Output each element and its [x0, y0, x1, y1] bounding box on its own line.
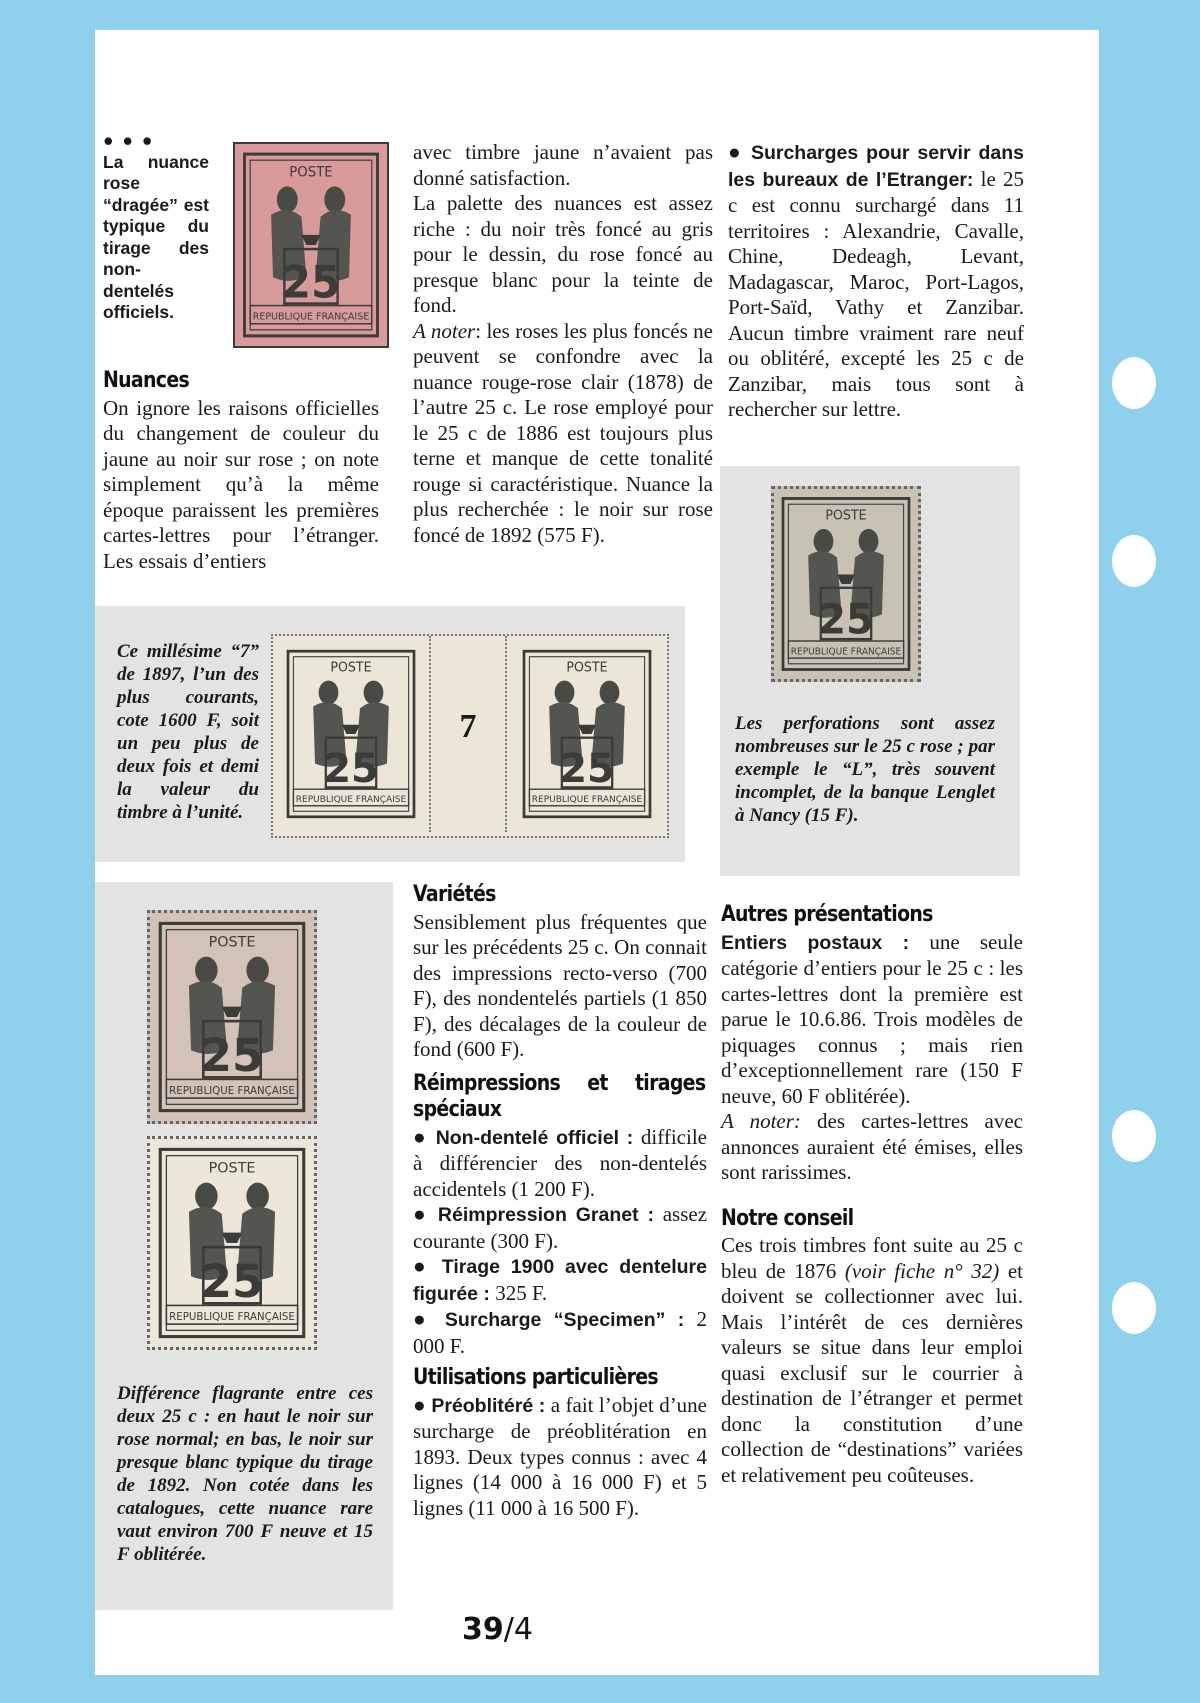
bullet-icon: ● [413, 1307, 445, 1331]
page-number: 39/4 [462, 1612, 533, 1647]
intro-caption-text: La nuance rose “dragée” est typique du tirage des non-dentelés officiels. [103, 151, 209, 322]
perforations-caption: Les perforations sont assez nombreuses sur le 25 c rose ; par exemple le “L”, très souvent incomplet, de la banque Lenglet à Nancy (15 F). [735, 713, 995, 826]
reimpression-item-3: ● Tirage 1900 avec dentelure figurée : 325 F. [413, 1254, 707, 1305]
autres-text: Entiers postaux : une seule catégorie d’entiers pour le 25 c : les cartes-lettres dont la première est parue le 10.6.86. Trois modèles de piquages connus ; mais rien d’exceptionnellement rare (150 F neuve, 60 F oblitérée). [721, 929, 1023, 1108]
millesime-pair [271, 634, 669, 838]
heading-autres: Autres présentations [721, 902, 933, 927]
stamp-value: 25 [200, 1254, 264, 1309]
conseil-text: Ces trois timbres font suite au 25 c bleu de 1876 (voir fiche n° 32) et doivent se collectionner avec lui. Mais l’intérêt de ces dernières valeurs se situe dans leur emploi quasi exclusif sur le courrier à destination de l’étranger et permet donc la constitution d’une collection de “destinations” variées et relativement peu coûteuses. [721, 1233, 1024, 1487]
stamp-country: REPUBLIQUE FRANÇAISE [169, 1084, 295, 1097]
binder-hole [1112, 1282, 1156, 1334]
stamp-poste-label: POSTE [208, 1160, 256, 1177]
reimpression-item-2: ● Réimpression Granet : assez courante (300 F). [413, 1202, 708, 1253]
utilisations-text: ● Préoblitéré : a fait l’objet d’une surcharge de préoblitération en 1893. Deux types connus : avec 4 lignes (14 000 à 16 000 F) et 5 lignes (11 000 à 16 500 F). [413, 1392, 708, 1520]
intro-caption [103, 130, 209, 324]
stamp-value: 25 [281, 257, 341, 309]
stamp-value: 25 [818, 594, 874, 644]
stamp-value: 25 [323, 745, 379, 792]
binder-hole [1112, 535, 1156, 587]
column-autres [721, 902, 1023, 1488]
stamp-poste-label: POSTE [289, 163, 333, 181]
stamp-value: 25 [559, 745, 615, 792]
surcharges-text: ● Surcharges pour servir dans les bureaux de l’Etranger: le 25 c est connu surchargé dans 11 territoires : Alexandrie, Cavalle, Chine, Dedeagh, Levant, Madagascar, Maroc, Port-Lagos, Port-Saïd, Vathy et Zanzibar. Aucun timbre vraiment rare neuf ou oblitéré, excepté les 25 c de Zanzibar, mais tous sont à rechercher sur lettre. [728, 140, 1024, 421]
heading-utilisations: Utilisations particulières [413, 1365, 658, 1390]
palette-p2: La palette des nuances est assez riche : du noir très foncé au gris pour le dessin, du rose foncé au presque blanc pour la teinte de fond. [413, 191, 713, 317]
fiche-reference: (voir fiche n° 32) [844, 1258, 1000, 1283]
heading-conseil: Notre conseil [721, 1205, 854, 1231]
stamp-poste-label: POSTE [330, 660, 372, 676]
stamp-country: REPUBLIQUE FRANÇAISE [252, 311, 370, 323]
stamp-value: 25 [200, 1028, 264, 1083]
millesime-number: 7 [459, 708, 477, 745]
stamp-poste-label: POSTE [208, 934, 256, 951]
palette-p3: A noter: les roses les plus foncés ne peuvent se confondre avec la nuance rouge-rose clair (1878) de l’autre 25 c. Le rose employé pour le 25 c de 1886 est toujours plus terne et manque de cette tonalité rouge si caractéristique. Nuance la plus recherchée : le noir sur rose foncé de 1892 (575 F). [413, 318, 713, 547]
bullet-icon: ● [413, 1124, 436, 1149]
stamp-noir-sur-blanc [147, 1136, 317, 1350]
reimpression-item-4: ● Surcharge “Specimen” : 2 000 F. [413, 1307, 708, 1358]
varietes-text: Sensiblement plus fréquentes que sur les précédents 25 c. On connait des impressions recto-verso (700 F), des nondentelés partiels (1 850 F), des décalages de la couleur de fond (600 F). [413, 909, 707, 1061]
stamp-poste-label: POSTE [825, 508, 867, 524]
stamp-country: REPUBLIQUE FRANÇAISE [531, 795, 643, 806]
millesime-caption: Ce millésime “7” de 1897, l’un des plus courants, cote 1600 F, soit un peu plus de deux fois et demi la valeur du timbre à l’unité. [117, 641, 259, 823]
heading-nuances: Nuances [103, 368, 190, 393]
stamp-perfore-l [771, 486, 921, 682]
catalog-page [95, 30, 1099, 1675]
autres-note: A noter: des cartes-lettres avec annonces auraient été émises, elles sont rarissimes. [721, 1109, 1023, 1184]
difference-caption: Différence flagrante entre ces deux 25 c : en haut le noir sur rose normal; en bas, le noir sur presque blanc typique du tirage de 1892. Non cotée dans les catalogues, cette nuance rare vaut environ 700 F neuve et 15 F oblitérée. [117, 1383, 373, 1565]
bullet-icon: ● [413, 1254, 442, 1278]
column-nuances [103, 368, 379, 574]
binder-hole [1112, 1110, 1156, 1162]
palette-p1: avec timbre jaune n’avaient pas donné satisfaction. [413, 140, 713, 190]
millesime-stamp-left [279, 642, 423, 826]
a-noter-label: A noter [413, 318, 476, 343]
stamp-country: REPUBLIQUE FRANÇAISE [790, 646, 902, 658]
stamp-rose-nondentele [233, 142, 389, 348]
column-palette [413, 140, 713, 548]
heading-reimpressions: Réimpressions et tirages spéciaux [413, 1070, 706, 1122]
nuances-text: On ignore les raisons officielles du changement de couleur du jaune au noir sur rose ; on note simplement qu’à la même époque paraissent les premières cartes-lettres pour l’étranger. Les essais d’entiers [103, 395, 379, 573]
heading-varietes: Variétés [413, 882, 496, 907]
stamp-country: REPUBLIQUE FRANÇAISE [295, 795, 407, 806]
bullet-dots: ● ● ● [103, 130, 155, 150]
reimpression-item-1: ● Non-dentelé officiel : difficile à différencier des non-dentelés accidentels (1 200 F). [413, 1124, 707, 1201]
stamp-noir-sur-rose [147, 910, 317, 1124]
binder-hole [1112, 357, 1156, 409]
bullet-icon: ● [413, 1392, 432, 1417]
column-varietes [413, 882, 707, 1521]
bullet-icon: ● [728, 140, 751, 164]
column-surcharges [728, 140, 1024, 423]
bullet-icon: ● [413, 1202, 438, 1226]
stamp-country: REPUBLIQUE FRANÇAISE [169, 1310, 295, 1323]
millesime-stamp-right [515, 642, 659, 826]
stamp-poste-label: POSTE [566, 660, 608, 676]
